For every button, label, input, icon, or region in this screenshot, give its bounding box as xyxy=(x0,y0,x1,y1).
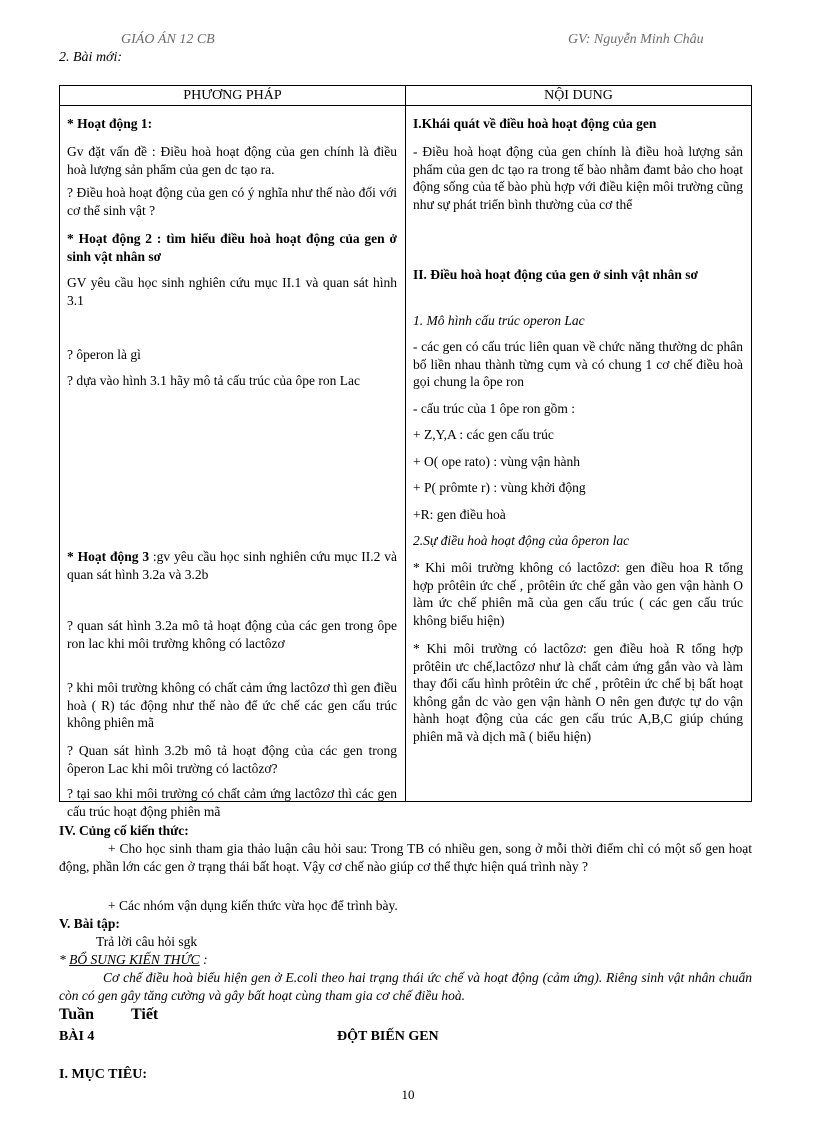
lesson-title: ĐỘT BIẾN GEN xyxy=(337,1029,439,1044)
week-label: Tuần xyxy=(59,1006,94,1023)
activity-3-instruction: :gv yêu cầu học sinh nghiên cứu mục II.2 và quan sát hình 3.2a và 3.2b xyxy=(67,549,397,582)
section-2-subtitle-2: 2.Sự điều hoà hoạt động của ôperon lac xyxy=(413,533,630,548)
activity-1-question: ? Điều hoà hoạt động của gen có ý nghĩa như thế nào đối với cơ thể sinh vật ? xyxy=(67,185,397,218)
lesson-table xyxy=(59,85,752,819)
header-left: GIÁO ÁN 12 CB xyxy=(121,32,215,47)
exercise-text: Trả lời câu hỏi sgk xyxy=(96,934,198,949)
method-column xyxy=(60,106,406,819)
section-1-text: - Điều hoà hoạt động của gen chính là điều hoà lượng sản phẩm của gen dc tạo ra trong tế bào nhằm đamt bảo cho hoạt động sống của tế bào phù hợp với điều kiện môi trường cũng như sự phát triển bình thường của cơ thể xyxy=(413,144,743,212)
supplement-heading xyxy=(59,951,208,969)
activity-3-title: * Hoạt động 3 xyxy=(67,549,150,564)
consolidation-title: IV. Củng cố kiến thức: xyxy=(59,823,189,838)
column-header-content: NỘI DUNG xyxy=(406,86,752,106)
activity-3-question-1: ? quan sát hình 3.2a mô tả hoạt động của các gen trong ôpe ron lac khi môi trường không có lactôzơ xyxy=(67,618,397,651)
section-1-title: I.Khái quát về điều hoà hoạt động của gen xyxy=(413,116,657,131)
supplement-colon: : xyxy=(199,952,208,967)
consolidation-task: + Các nhóm vận dụng kiến thức vừa học để trình bày. xyxy=(108,898,398,913)
supplement-title: BỔ SUNG KIẾN THỨC xyxy=(69,952,200,967)
activity-2-title: * Hoạt động 2 : tìm hiểu điều hoà hoạt động của gen ở sinh vật nhân sơ xyxy=(67,231,397,264)
lesson-number: BÀI 4 xyxy=(59,1029,95,1044)
activity-3-text xyxy=(67,548,397,583)
period-label: Tiết xyxy=(131,1006,159,1023)
activity-3-question-4: ? tại sao khi môi trường có chất cảm ứng lactôzơ thì các gen cấu trúc hoạt động phiên mã xyxy=(67,786,397,819)
activity-1-title: * Hoạt động 1: xyxy=(67,116,153,131)
header-right: GV: Nguyễn Minh Châu xyxy=(568,32,704,47)
exercise-title: V. Bài tập: xyxy=(59,916,120,931)
activity-3-question-2: ? khi môi trường không có chất cảm ứng lactôzơ thì gen điều hoà ( R) tác động như thế nào để ức chế các gen cấu trúc không phiên mã xyxy=(67,680,397,730)
operon-regulator: +R: gen điều hoà xyxy=(413,507,506,522)
supplement-star: * xyxy=(59,952,70,967)
operon-definition: - các gen có cấu trúc liên quan về chức năng thường dc phân bố liền nhau thành từng cụm và có chung 1 cơ chế điều hoà gọi chung la ôpe ron xyxy=(413,339,743,389)
section-2-subtitle-1: 1. Mô hình cấu trúc operon Lac xyxy=(413,313,585,328)
lactose-explanation: * Khi môi trường có lactôzơ: gen điều hoà R tổng hợp prôtêin ưc chế,lactôzơ như là chất cảm ứng gắn vào và làm thay đổi cấu hình prôtêin ức chế , prôtêin ức chế bị bất hoạt không gắn dc vào gen vận hành O nên gen được tự do vận hành hoạt động của các gen cấu trúc A,B,C giúp chúng phiên mã và dịch mã ( biểu hiện) xyxy=(413,641,743,744)
operon-structural-genes: + Z,Y,A : các gen cấu trúc xyxy=(413,427,554,442)
activity-2-question-1: ? ôperon là gì xyxy=(67,347,141,362)
section-title: 2. Bài mới: xyxy=(59,50,123,65)
column-header-method: PHƯƠNG PHÁP xyxy=(60,86,406,106)
supplement-text: Cơ chế điều hoà biểu hiện gen ở E.coli theo hai trạng thái ức chế và hoạt động (cảm ứng). Riêng sinh vật nhân chuẩn còn có gen gây tăng cường và gây bất hoạt cùng tham gia cơ chế điều hoà. xyxy=(59,970,752,1003)
content-column xyxy=(406,106,752,802)
activity-1-text: Gv đặt vấn đề : Điều hoà hoạt động của gen chính là điều hoà lượng sản phẩm của gen dc tạo ra. xyxy=(67,144,397,177)
no-lactose-explanation: * Khi môi trường không có lactôzơ: gen điều hoa R tổng hợp prôtêin ức chế , prôtêin ức chế gắn vào gen vận hành O làm ức chế phiên mã của gen cấu trúc ( các gen cấu trúc không biểu hiện) xyxy=(413,560,743,628)
objectives-title: I. MỤC TIÊU: xyxy=(59,1067,148,1082)
page-number: 10 xyxy=(401,1087,415,1102)
section-2-title: II. Điều hoà hoạt động của gen ở sinh vật nhân sơ xyxy=(413,267,699,282)
operon-structure-intro: - cấu trúc của 1 ôpe ron gồm : xyxy=(413,401,575,416)
activity-3-question-3: ? Quan sát hình 3.2b mô tả hoạt động của các gen trong ôperon Lac khi môi trường có lactôzơ? xyxy=(67,743,397,776)
consolidation-question: + Cho học sinh tham gia thảo luận câu hỏi sau: Trong TB có nhiều gen, song ở mỗi thời điểm chỉ có một số gen hoạt động, phần lớn các gen ở trạng thái bất hoạt. Vậy cơ chế nào giúp cơ thể thực hiện quá trình này ? xyxy=(59,841,752,874)
operon-operator: + O( ope rato) : vùng vận hành xyxy=(413,454,580,469)
activity-2-text: GV yêu cầu học sinh nghiên cứu mục II.1 và quan sát hình 3.1 xyxy=(67,275,397,308)
operon-promoter: + P( prômte r) : vùng khởi động xyxy=(413,480,586,495)
activity-2-question-2: ? dựa vào hình 3.1 hãy mô tả cấu trúc của ôpe ron Lac xyxy=(67,373,360,388)
